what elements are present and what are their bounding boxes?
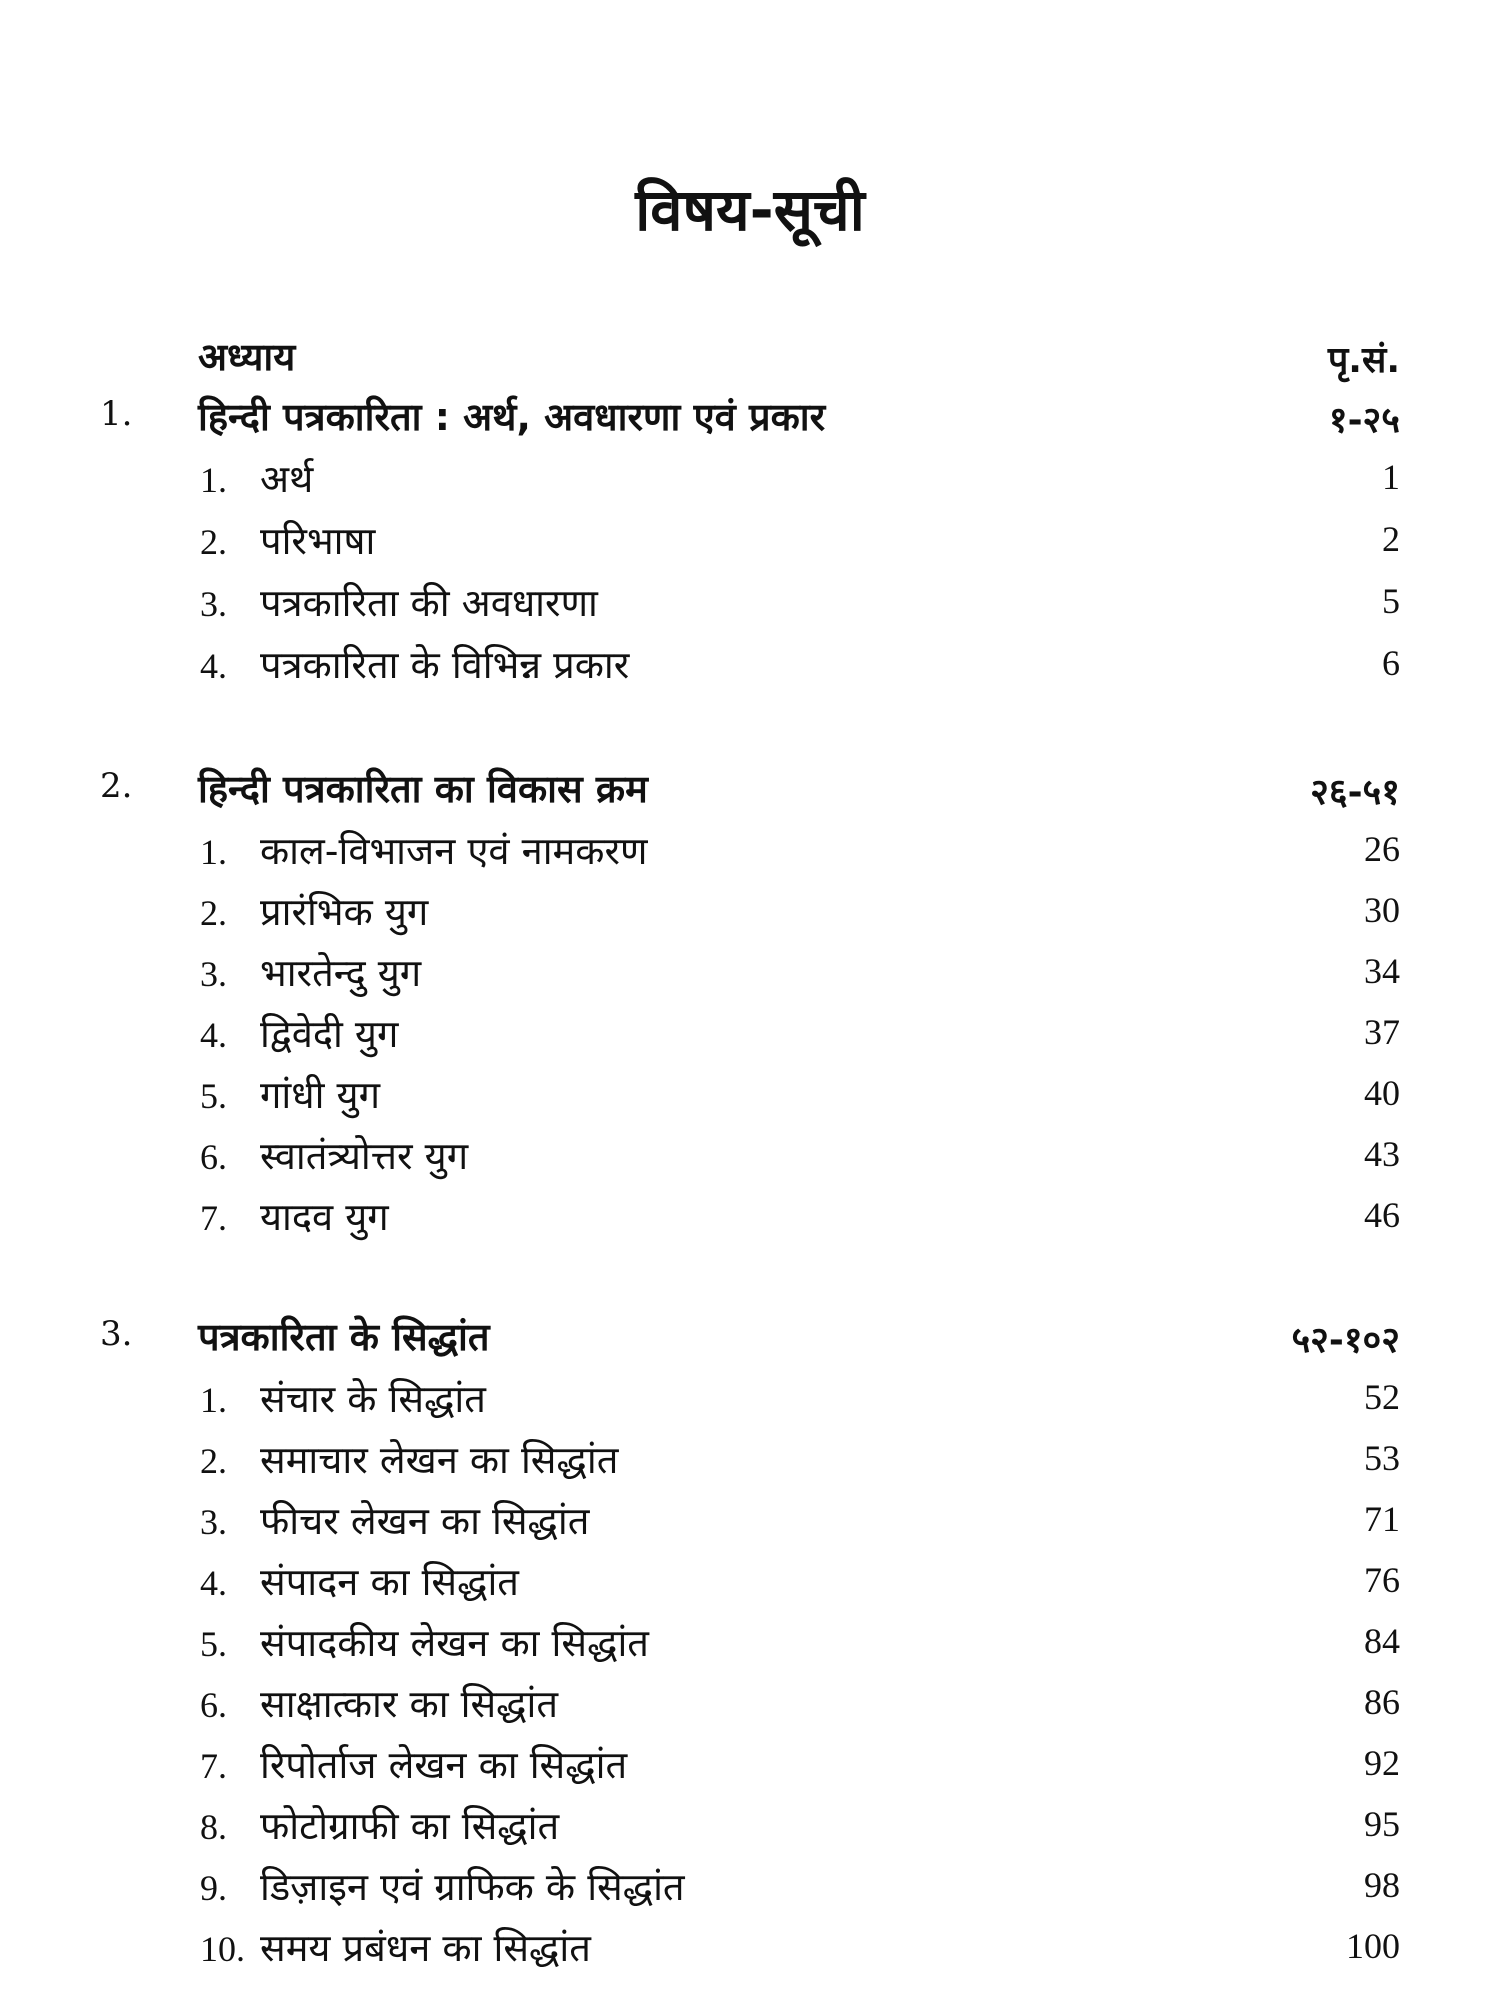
chapter-row: [0, 390, 1500, 450]
section-row: [0, 1799, 1500, 1859]
section-title: डिज़ाइन एवं ग्राफिक के सिद्धांत: [260, 1865, 685, 1909]
section-row: [0, 514, 1500, 574]
section-page: 26: [1364, 829, 1400, 869]
section-number: 1.: [200, 460, 227, 500]
section-number: 3.: [200, 1502, 227, 1542]
section-title: साक्षात्कार का सिद्धांत: [260, 1682, 559, 1726]
section-number: 2.: [200, 1441, 227, 1481]
section-page: 92: [1364, 1743, 1400, 1783]
section-number: 3.: [200, 954, 227, 994]
section-number: 4.: [200, 1015, 227, 1055]
section-title: फोटोग्राफी का सिद्धांत: [260, 1804, 560, 1848]
section-page: 86: [1364, 1682, 1400, 1722]
section-title: अर्थ: [260, 457, 314, 501]
section-number: 1.: [200, 1380, 227, 1420]
chapter-number: 3.: [100, 1314, 133, 1354]
section-page: 100: [1346, 1926, 1400, 1966]
section-page: 37: [1364, 1012, 1400, 1052]
section-row: [0, 1677, 1500, 1737]
section-row: [0, 1616, 1500, 1676]
section-title: परिभाषा: [260, 519, 376, 563]
chapter-row: [0, 1310, 1500, 1370]
section-row: [0, 1860, 1500, 1920]
section-row: [0, 824, 1500, 884]
page-column-label: पृ.सं.: [1327, 340, 1400, 381]
chapter-pages: २६-५१: [1310, 772, 1400, 813]
section-row: [0, 1372, 1500, 1432]
section-number: 6.: [200, 1685, 227, 1725]
section-number: 5.: [200, 1624, 227, 1664]
section-title: फीचर लेखन का सिद्धांत: [260, 1499, 590, 1543]
section-number: 3.: [200, 584, 227, 624]
section-number: 8.: [200, 1807, 227, 1847]
section-number: 2.: [200, 893, 227, 933]
section-page: 1: [1382, 457, 1400, 497]
section-page: 40: [1364, 1073, 1400, 1113]
section-page: 5: [1382, 581, 1400, 621]
section-row: [0, 452, 1500, 512]
section-page: 46: [1364, 1195, 1400, 1235]
section-row: [0, 1921, 1500, 1981]
section-page: 98: [1364, 1865, 1400, 1905]
section-page: 30: [1364, 890, 1400, 930]
section-page: 76: [1364, 1560, 1400, 1600]
chapter-number: 1.: [100, 394, 133, 434]
section-row: [0, 1068, 1500, 1128]
section-number: 10.: [200, 1929, 245, 1969]
section-title: स्वातंत्र्योत्तर युग: [260, 1134, 469, 1178]
section-title: पत्रकारिता के विभिन्न प्रकार: [260, 643, 630, 687]
section-title: काल-विभाजन एवं नामकरण: [260, 829, 648, 873]
section-title: गांधी युग: [260, 1073, 380, 1117]
section-page: 43: [1364, 1134, 1400, 1174]
section-number: 2.: [200, 522, 227, 562]
section-number: 1.: [200, 832, 227, 872]
section-row: [0, 1190, 1500, 1250]
section-title: भारतेन्दु युग: [260, 951, 422, 995]
section-number: 4.: [200, 1563, 227, 1603]
chapter-number: 2.: [100, 766, 133, 806]
section-row: [0, 638, 1500, 698]
page-title: विषय-सूची: [635, 176, 865, 244]
chapter-column-label: अध्याय: [198, 335, 296, 379]
section-page: 95: [1364, 1804, 1400, 1844]
section-page: 52: [1364, 1377, 1400, 1417]
section-number: 7.: [200, 1198, 227, 1238]
section-row: [0, 1494, 1500, 1554]
section-title: समय प्रबंधन का सिद्धांत: [260, 1926, 591, 1970]
section-page: 84: [1364, 1621, 1400, 1661]
section-row: [0, 1433, 1500, 1493]
section-row: [0, 1007, 1500, 1067]
chapter-title: हिन्दी पत्रकारिता का विकास क्रम: [198, 767, 648, 811]
chapter-row: [0, 762, 1500, 822]
section-row: [0, 1738, 1500, 1798]
chapter-title: हिन्दी पत्रकारिता : अर्थ, अवधारणा एवं प्रकार: [198, 395, 826, 439]
toc-header-row: [0, 330, 1500, 390]
section-number: 7.: [200, 1746, 227, 1786]
section-row: [0, 1129, 1500, 1189]
section-title: रिपोर्ताज लेखन का सिद्धांत: [260, 1743, 628, 1787]
section-page: 53: [1364, 1438, 1400, 1478]
section-title: द्विवेदी युग: [260, 1012, 399, 1056]
section-page: 6: [1382, 643, 1400, 683]
section-number: 5.: [200, 1076, 227, 1116]
chapter-pages: १-२५: [1328, 400, 1400, 441]
section-title: प्रारंभिक युग: [260, 890, 429, 934]
section-page: 2: [1382, 519, 1400, 559]
section-number: 6.: [200, 1137, 227, 1177]
section-title: पत्रकारिता की अवधारणा: [260, 581, 598, 625]
chapter-title: पत्रकारिता के सिद्धांत: [198, 1315, 490, 1359]
section-number: 4.: [200, 646, 227, 686]
section-number: 9.: [200, 1868, 227, 1908]
section-title: संपादन का सिद्धांत: [260, 1560, 519, 1604]
section-row: [0, 885, 1500, 945]
section-page: 71: [1364, 1499, 1400, 1539]
section-title: यादव युग: [260, 1195, 389, 1239]
section-title: समाचार लेखन का सिद्धांत: [260, 1438, 619, 1482]
section-page: 34: [1364, 951, 1400, 991]
chapter-pages: ५२-१०२: [1291, 1320, 1400, 1361]
section-row: [0, 946, 1500, 1006]
section-title: संचार के सिद्धांत: [260, 1377, 486, 1421]
section-title: संपादकीय लेखन का सिद्धांत: [260, 1621, 649, 1665]
section-row: [0, 1555, 1500, 1615]
section-row: [0, 576, 1500, 636]
